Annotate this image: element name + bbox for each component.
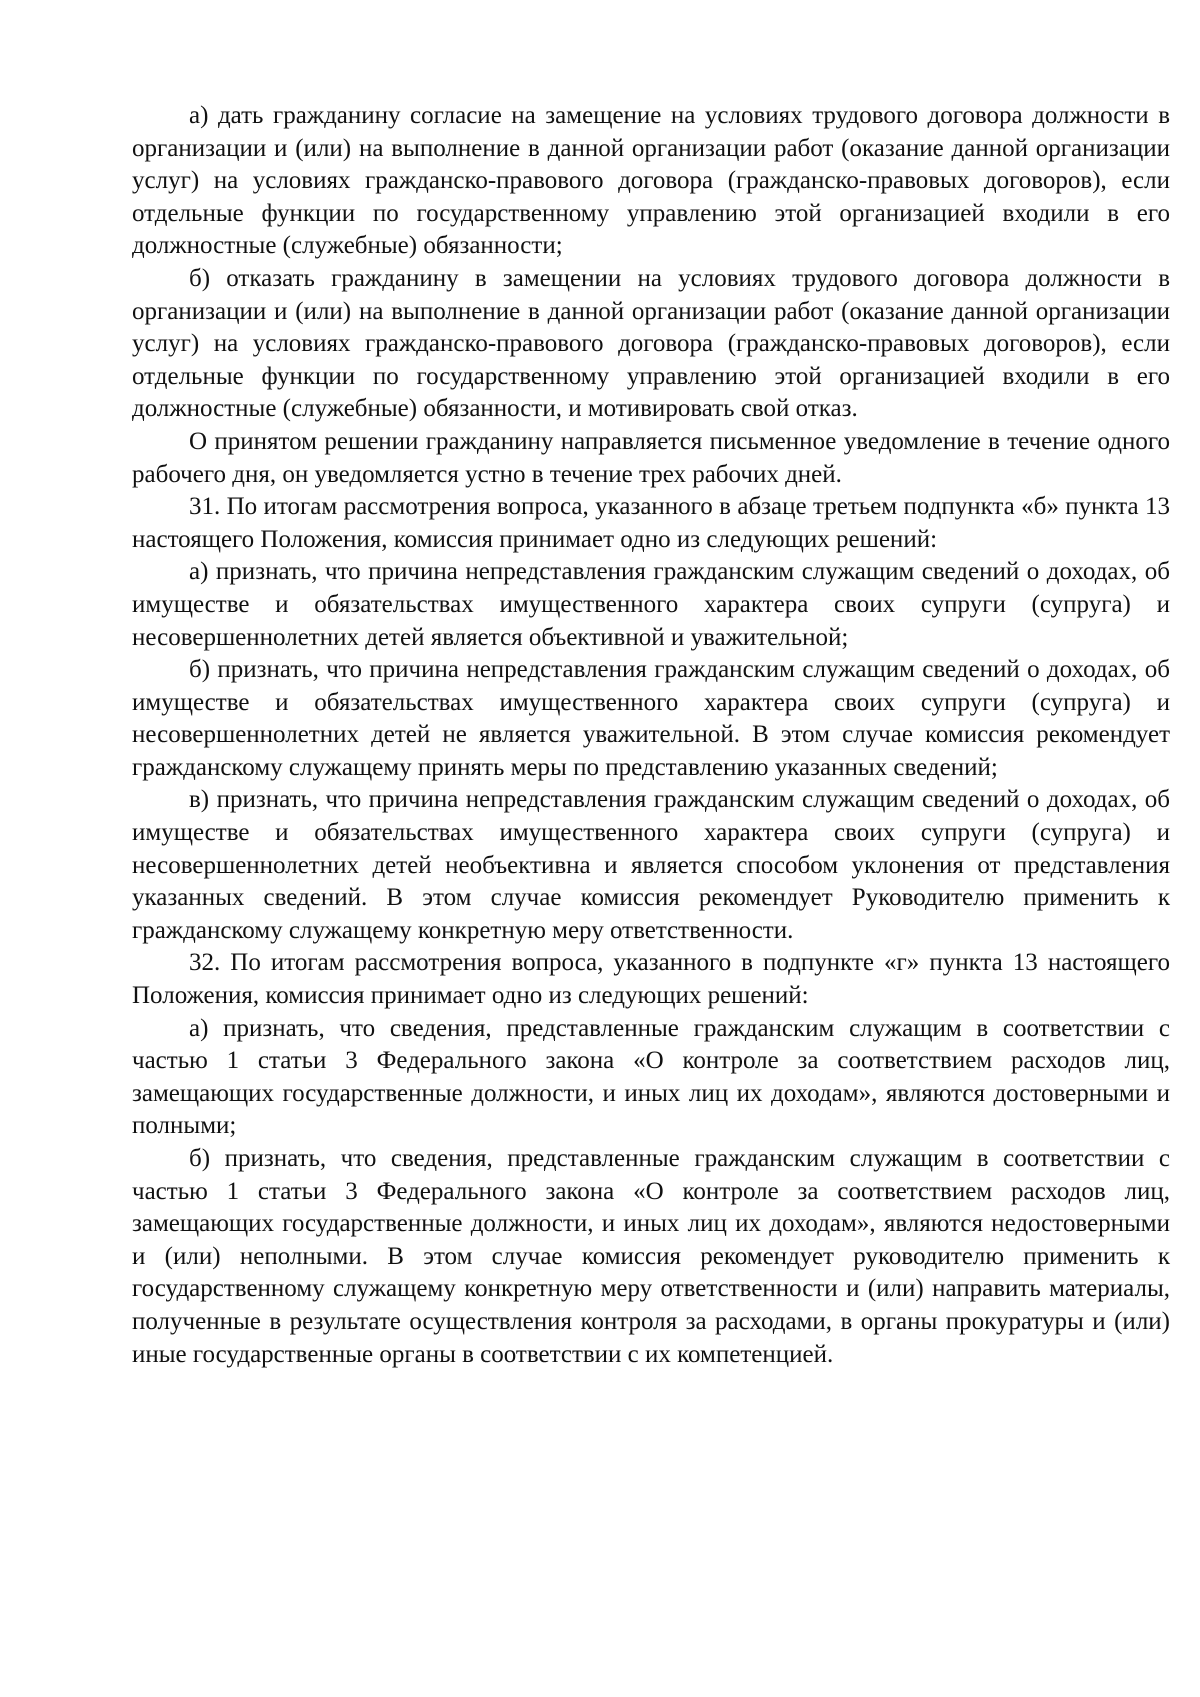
paragraph-32-b: б) признать, что сведения, представленные гражданским служащим в соответствии с частью 1 статьи 3 Федерального закона «О контроле за соответствием расходов лиц, замещающих государственные должности, и иных лиц их доходам», являются недостоверными и (или) неполными. В этом случае комиссия рекомендует руководителю применить к государственному служащему конкретную меру ответственности и (или) направить материалы, полученные в результате осуществления контроля за расходами, в органы прокуратуры и (или) иные государственные органы в соответствии с их компетенцией.	[132, 1145, 1170, 1368]
document-page	[132, 100, 1170, 1371]
paragraph-notification: О принятом решении гражданину направляется письменное уведомление в течение одного рабочего дня, он уведомляется устно в течение трех рабочих дней.	[132, 427, 1170, 488]
paragraph-31-b: б) признать, что причина непредставления гражданским служащим сведений о доходах, об имуществе и обязательствах имущественного характера своих супруги (супруга) и несовершеннолетних детей не является уважительной. В этом случае комиссия рекомендует гражданскому служащему принять меры по представлению указанных сведений;	[132, 656, 1170, 781]
paragraph-a-consent: а) дать гражданину согласие на замещение на условиях трудового договора должности в организации и (или) на выполнение в данной организации работ (оказание данной организации услуг) на условиях гражданско-правового договора (гражданско-правовых договоров), если отдельные функции по государственному управлению этой организацией входили в его должностные (служебные) обязанности;	[132, 102, 1170, 260]
paragraph-31-v: в) признать, что причина непредставления гражданским служащим сведений о доходах, об имуществе и обязательствах имущественного характера своих супруги (супруга) и несовершеннолетних детей необъективна и является способом уклонения от представления указанных сведений. В этом случае комиссия рекомендует Руководителю применить к гражданскому служащему конкретную меру ответственности.	[132, 786, 1170, 944]
paragraph-31-a: а) признать, что причина непредставления гражданским служащим сведений о доходах, об имуществе и обязательствах имущественного характера своих супруги (супруга) и несовершеннолетних детей является объективной и уважительной;	[132, 558, 1170, 651]
paragraph-32-a: а) признать, что сведения, представленные гражданским служащим в соответствии с частью 1 статьи 3 Федерального закона «О контроле за соответствием расходов лиц, замещающих государственные должности, и иных лиц их доходам», являются достоверными и полными;	[132, 1014, 1170, 1140]
paragraph-32: 32. По итогам рассмотрения вопроса, указанного в подпункте «г» пункта 13 настоящего Положения, комиссия принимает одно из следующих решений:	[132, 949, 1170, 1010]
paragraph-31: 31. По итогам рассмотрения вопроса, указанного в абзаце третьем подпункта «б» пункта 13 настоящего Положения, комиссия принимает одно из следующих решений:	[132, 493, 1170, 553]
paragraph-b-refusal: б) отказать гражданину в замещении на условиях трудового договора должности в организации и (или) на выполнение в данной организации работ (оказание данной организации услуг) на условиях гражданско-правового договора (гражданско-правовых договоров), если отдельные функции по государственному управлению этой организацией входили в его должностные (служебные) обязанности, и мотивировать свой отказ.	[132, 264, 1170, 423]
